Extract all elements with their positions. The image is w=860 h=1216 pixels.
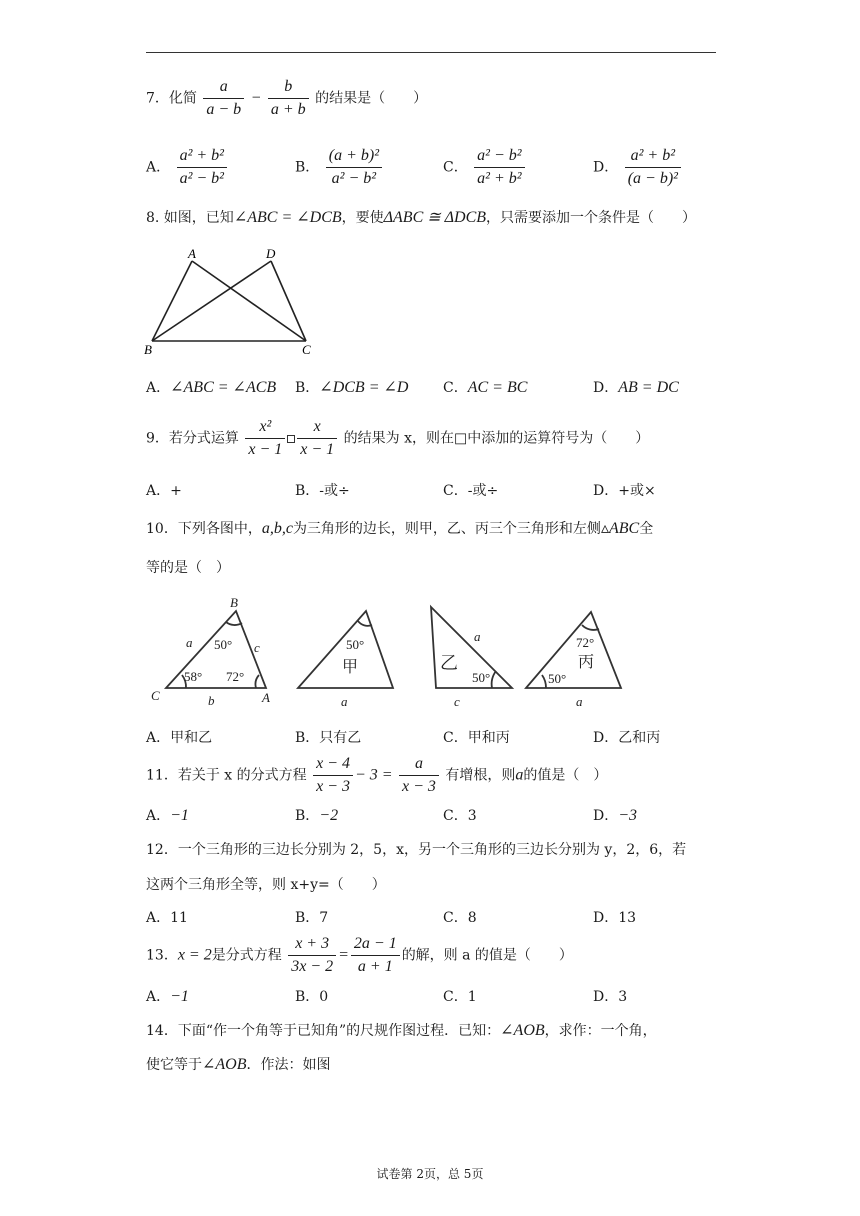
abc-angle-b: 50° [214, 637, 233, 652]
question-10-line-1: 10．下列各图中，a,b,c为三角形的边长，则甲，乙、丙三个三角形和左侧▵ABC全 [146, 520, 654, 537]
bing-angle-2: 50° [548, 671, 567, 686]
q7-prefix: 7．化简 [146, 90, 197, 107]
bing-side: a [576, 694, 583, 709]
question-11: 11．若关于 x 的分式方程 $\frac{x - 4}{x - 3}$ − 3 = $\frac{a}{x - 3}$ 有增根，则a的值是（ ） [146, 755, 608, 795]
q12-option-a[interactable]: A．11 [146, 910, 188, 926]
q11-option-a[interactable]: A．−1 [146, 807, 189, 824]
q12-option-d[interactable]: D．13 [593, 910, 637, 926]
abc-side-a: a [186, 635, 193, 650]
yi-angle: 50° [472, 670, 491, 685]
q8-label-c: C [302, 342, 311, 356]
q9-option-d[interactable]: D．+或× [593, 483, 656, 499]
q13-option-a[interactable]: A．−1 [146, 988, 189, 1005]
yi-name: 乙 [440, 653, 458, 673]
q7-option-b[interactable]: B． $\frac{\text{(a + b)²}}{\text{a² − b²}}$ [295, 147, 384, 188]
jia-angle: 50° [346, 637, 365, 652]
abc-label-b: B [230, 595, 238, 610]
q10-option-d[interactable]: D．乙和丙 [593, 730, 661, 746]
q7-suffix: 的结果是（ ） [315, 90, 428, 107]
q8-option-b[interactable]: B．∠DCB = ∠D [295, 379, 409, 396]
header-rule [146, 52, 716, 53]
abc-label-a: A [262, 690, 270, 705]
q7-minus: − [250, 89, 262, 107]
q10-option-a[interactable]: A．甲和乙 [146, 730, 213, 746]
abc-side-c: c [254, 640, 260, 655]
jia-side: a [341, 694, 348, 709]
question-8: 8. 如图，已知∠ABC = ∠DCB，要使ΔABC ≅ ΔDCB，只需要添加一个条件是（ ） [146, 209, 697, 226]
q7-option-c[interactable]: C． $\frac{\text{a² − b²}}{\text{a² + b²}}$ [443, 147, 527, 188]
question-12-line-1: 12．一个三角形的三边长分别为 2，5，x，另一个三角形的三边长分别为 y，2，6，若 [146, 842, 687, 858]
abc-label-c: C [151, 688, 160, 703]
q9-option-c[interactable]: C．-或÷ [443, 483, 499, 499]
q13-option-b[interactable]: B．0 [295, 989, 329, 1005]
question-9: 9．若分式运算 $\frac{\text{x²}}{x - 1}$ $\frac{x}{x - 1}$ 的结果为 x，则在□中添加的运算符号为（ ） [146, 418, 650, 458]
q11-option-b[interactable]: B．−2 [295, 807, 339, 824]
q13-option-c[interactable]: C．1 [443, 989, 477, 1005]
question-14-line-1: 14．下面“作一个角等于已知角”的尺规作图过程．已知：∠AOB，求作：一个角， [146, 1022, 657, 1039]
question-13: 13．x = 2是分式方程 $\frac{x + 3}{3x - 2}$ = $\frac{2a - 1}{a + 1}$ 的解，则 a 的值是（ ） [146, 935, 573, 975]
question-10-line-2: 等的是（ ） [146, 560, 230, 576]
q8-label-d: D [266, 246, 276, 261]
q11-option-d[interactable]: D．−3 [593, 807, 638, 824]
q8-label-b: B [144, 342, 152, 356]
question-7 [146, 78, 427, 119]
abc-angle-c: 58° [184, 669, 203, 684]
q7-fraction-1: $\frac{a}{a - b}$ [203, 78, 244, 119]
q12-option-b[interactable]: B．7 [295, 910, 329, 926]
q8-option-d[interactable]: D．AB = DC [593, 379, 679, 396]
q9-option-b[interactable]: B．-或÷ [295, 483, 350, 499]
page-footer: 试卷第 2页，总 5页 [376, 1167, 484, 1181]
bing-angle-1: 72° [576, 635, 595, 650]
abc-angle-a: 72° [226, 669, 245, 684]
yi-side-a: a [474, 629, 481, 644]
jia-name: 甲 [342, 659, 359, 676]
operator-box [287, 435, 295, 443]
q8-option-a[interactable]: A．∠ABC = ∠ACB [146, 379, 277, 396]
question-14-line-2: 使它等于∠AOB．作法：如图 [146, 1056, 331, 1073]
q8-option-c[interactable]: C．AC = BC [443, 379, 528, 396]
q8-figure [140, 244, 320, 356]
bing-name: 丙 [578, 654, 595, 671]
yi-side-c: c [454, 694, 460, 709]
abc-side-b: b [208, 693, 215, 708]
q10-option-b[interactable]: B．只有乙 [295, 730, 362, 746]
q9-option-a[interactable]: A．+ [146, 483, 182, 499]
q8-label-a: A [188, 246, 196, 261]
question-12-line-2: 这两个三角形全等，则 x+y=（ ） [146, 877, 386, 893]
q10-option-c[interactable]: C．甲和丙 [443, 730, 510, 746]
q7-option-a[interactable]: A． $\frac{\text{a² + b²}}{\text{a² − b²}}$ [146, 147, 229, 188]
q12-option-c[interactable]: C．8 [443, 910, 477, 926]
q7-fraction-2: $\frac{b}{a + b}$ [268, 78, 309, 119]
q10-figure [146, 595, 636, 710]
q11-option-c[interactable]: C．3 [443, 808, 477, 824]
q13-option-d[interactable]: D．3 [593, 989, 628, 1005]
q7-option-d[interactable]: D． $\frac{\text{a² + b²}}{\text{(a − b)²}}$ [593, 147, 683, 188]
